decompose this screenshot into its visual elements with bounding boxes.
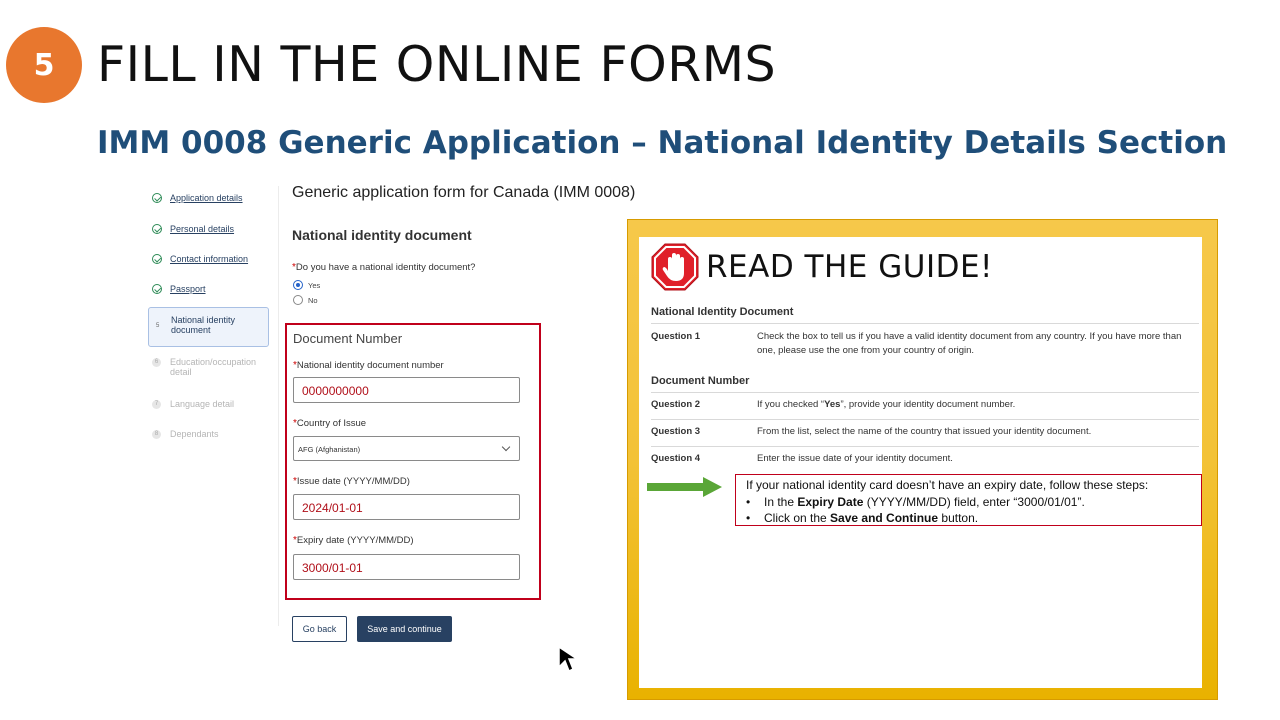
nav-item-label: Education/occupation detail — [170, 357, 257, 377]
mouse-pointer-icon — [557, 645, 583, 673]
radio-no-label: No — [308, 295, 318, 305]
guide-divider — [651, 323, 1199, 324]
doc-number-input[interactable]: 0000000000 — [293, 377, 520, 403]
nav-divider — [278, 186, 279, 626]
expiry-date-input[interactable]: 3000/01-01 — [293, 554, 520, 580]
step-number-badge: 5 — [6, 27, 82, 103]
document-number-title: Document Number — [293, 331, 403, 346]
guide-divider — [651, 446, 1199, 447]
chevron-down-icon — [502, 443, 510, 451]
radio-yes-label: Yes — [308, 280, 321, 290]
guide-q2-text: If you checked “Yes”, provide your identity document number. — [757, 399, 1016, 410]
nav-item-passport[interactable] — [148, 284, 206, 294]
issue-date-input[interactable]: 2024/01-01 — [293, 494, 520, 520]
instruction-step: • In the Expiry Date (YYYY/MM/DD) field, enter “3000/01/01”. — [746, 494, 1191, 511]
step-number: 5 — [156, 323, 160, 329]
guide-divider — [651, 392, 1199, 393]
guide-heading-document-number: Document Number — [651, 375, 750, 387]
guide-q4-text: Enter the issue date of your identity document. — [757, 453, 953, 464]
nav-item-label: Contact information — [170, 254, 249, 264]
nav-item-personal-details[interactable] — [148, 224, 234, 234]
go-back-button[interactable]: Go back — [292, 616, 347, 642]
nav-item-language-detail — [148, 399, 234, 409]
country-select[interactable] — [293, 436, 520, 461]
nav-item-label: National identity document — [171, 315, 236, 335]
radio-selected-icon — [293, 280, 303, 290]
instruction-step: • Click on the Save and Continue button. — [746, 510, 1191, 527]
radio-empty-icon — [293, 295, 303, 305]
check-circle-icon — [152, 193, 162, 203]
radio-no[interactable] — [293, 295, 318, 305]
nav-item-label: Passport — [170, 284, 206, 294]
nav-item-national-identity-document[interactable] — [148, 307, 269, 347]
save-and-continue-button[interactable]: Save and continue — [357, 616, 452, 642]
slide-subtitle: IMM 0008 Generic Application – National Identity Details Section — [97, 125, 1228, 161]
nav-item-label: Dependants — [170, 429, 219, 439]
check-circle-icon — [152, 284, 162, 294]
guide-q3-label: Question 3 — [651, 426, 701, 437]
nav-item-label: Personal details — [170, 224, 235, 234]
issue-date-label: *Issue date (YYYY/MM/DD) — [293, 476, 410, 487]
country-select-value: AFG (Afghanistan) — [298, 445, 361, 454]
nav-item-label: Application details — [170, 193, 243, 203]
guide-q1-text: Check the box to tell us if you have a valid identity document from any country. If you have more than one, please use the one from your country of origin. — [757, 331, 1182, 356]
section-title: National identity document — [292, 227, 472, 243]
guide-title: READ THE GUIDE! — [706, 249, 993, 285]
nav-item-education-occupation — [148, 357, 272, 377]
step-number: 6 — [152, 358, 161, 367]
check-circle-icon — [152, 224, 162, 234]
nav-item-dependants — [148, 429, 219, 439]
guide-q4-label: Question 4 — [651, 453, 701, 464]
stop-hand-icon — [651, 243, 699, 291]
guide-heading-identity: National Identity Document — [651, 306, 794, 318]
nav-item-application-details[interactable] — [148, 193, 243, 203]
nav-item-contact-information[interactable] — [148, 254, 248, 264]
arrow-right-icon — [647, 477, 723, 497]
form-title: Generic application form for Canada (IMM 0008) — [292, 184, 636, 201]
guide-divider — [651, 419, 1199, 420]
guide-q1-label: Question 1 — [651, 331, 701, 342]
expiry-date-label: *Expiry date (YYYY/MM/DD) — [293, 535, 414, 546]
guide-q3-text: From the list, select the name of the country that issued your identity document. — [757, 426, 1092, 437]
expiry-instructions-box — [735, 474, 1202, 526]
step-number: 8 — [152, 430, 161, 439]
step-number: 7 — [152, 400, 161, 409]
doc-number-label: *National identity document number — [293, 360, 444, 371]
check-circle-icon — [152, 254, 162, 264]
country-label: *Country of Issue — [293, 418, 367, 429]
slide-title: FILL IN THE ONLINE FORMS — [97, 36, 777, 93]
nav-item-label: Language detail — [170, 399, 235, 409]
guide-q2-label: Question 2 — [651, 399, 701, 410]
identity-question-label: *Do you have a national identity document? — [292, 262, 476, 273]
radio-yes[interactable] — [293, 280, 320, 290]
instructions-intro: If your national identity card doesn’t have an expiry date, follow these steps: — [746, 478, 1149, 492]
